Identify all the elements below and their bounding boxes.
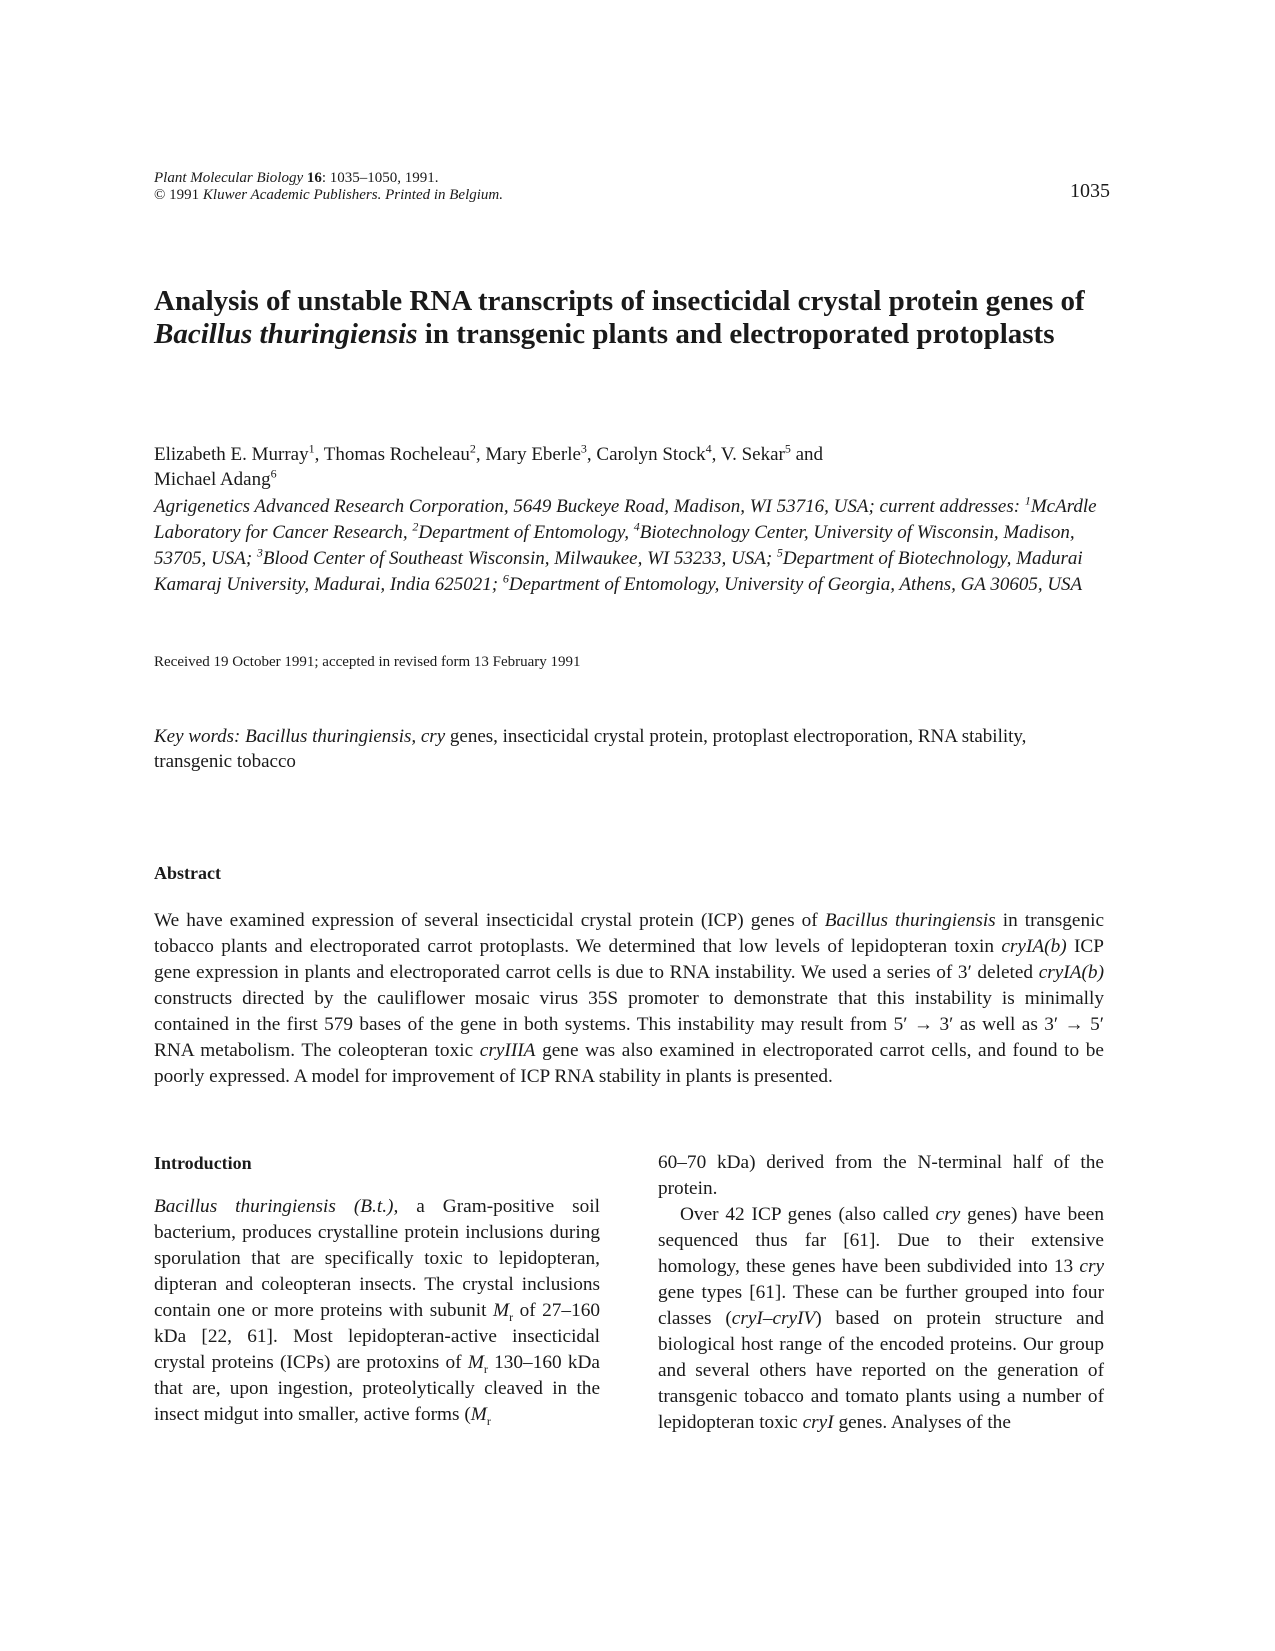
article-title: Analysis of unstable RNA transcripts of insecticidal crystal protein genes of Bacillus thuringiensis in transgenic plants and electroporated protoplasts — [154, 285, 1085, 350]
intro-paragraph-1: Bacillus thuringiensis (B.t.), a Gram-positive soil bacterium, produces crystalline protein inclusions during sporulation that are specifically toxic to lepidopteran, dipteran and coleopteran insects. The crystal inclusions contain one or more proteins with subunit $M_r$ of 27–160 kDa [22, 61]. Most lepidopteran-active insecticidal crystal proteins (ICPs) are protoxins of $M_r$ 130–160 kDa that are, upon ingestion, proteolytically cleaved in the insect midgut into smaller, active forms ($M_r$ — [154, 1196, 601, 1428]
abstract-text: We have examined expression of several insecticidal crystal protein (ICP) genes of Bacillus thuringiensis in transgenic tobacco plants and electroporated carrot protoplasts. We determined that low levels of lepidopteran toxin cryIA(b) ICP gene expression in plants and electroporated carrot cells is due to RNA instability. We used a series of 3′ deleted cryIA(b) constructs directed by the cauliflower mosaic virus 35S promoter to demonstrate that this instability is minimally contained in the first 579 bases of the gene in both systems. This instability may result from 5′ → 3′ as well as 3′ → 5′ RNA metabolism. The coleopteran toxic cryIIIA gene was also examined in electroporated carrot cells, and found to be poorly expressed. A model for improvement of ICP RNA stability in plants is presented. — [154, 910, 1105, 1087]
author: Carolyn Stock$^4$, — [596, 441, 721, 465]
author: Elizabeth E. Murray$^1$, — [154, 441, 324, 465]
abstract-heading: Abstract — [154, 863, 221, 883]
introduction-heading: Introduction — [154, 1153, 252, 1173]
left-column — [154, 1150, 600, 1428]
author: Michael Adang$^6$ — [154, 466, 277, 490]
intro-paragraph-1-continued: 60–70 kDa) derived from the N-terminal half of the protein. — [658, 1152, 1104, 1199]
copyright-line: © 1991 Kluwer Academic Publishers. Printed in Belgium. — [154, 187, 504, 203]
affiliations: Agrigenetics Advanced Research Corporation, 5649 Buckeye Road, Madison, WI 53716, USA; current addresses: $^1$McArdle Laboratory for Cancer Research, $^2$Department of Entomology, $^4$Biotechnology Center, University of Wisconsin, Madison, 53705, USA; $^3$Blood Center of Southeast Wisconsin, Milwaukee, WI 53233, USA; $^5$Department of Biotechnology, Madurai Kamaraj University, Madurai, India 625021; $^6$Department of Entomology, University of Georgia, Athens, GA 30605, USA — [154, 493, 1097, 595]
journal-header — [154, 170, 503, 204]
author: Mary Eberle$^3$, — [485, 441, 597, 465]
citation-line: Plant Molecular Biology 16: 1035–1050, 1991. — [154, 170, 439, 186]
received-dates: Received 19 October 1991; accepted in revised form 13 February 1991 — [154, 654, 581, 670]
page-number: 1035 — [1070, 180, 1110, 202]
author: V. Sekar$^5$ and — [720, 441, 824, 465]
intro-paragraph-2: Over 42 ICP genes (also called cry genes) have been sequenced thus far [61]. Due to their extensive homology, these genes have been subdivided into 13 cry gene types [61]. These can be further grouped into four classes (cryI–cryIV) based on protein structure and biological host range of the encoded proteins. Our group and several others have reported on the generation of transgenic tobacco and tomato plants using a number of lepidopteran toxic cryI genes. Analyses of the — [658, 1204, 1105, 1433]
keywords: Key words: Bacillus thuringiensis, cry genes, insecticidal crystal protein, protoplast electroporation, RNA stability, transgenic tobacco — [154, 726, 1027, 772]
author-list — [154, 442, 1104, 492]
right-column — [658, 1150, 1104, 1436]
author: Thomas Rocheleau$^2$, — [323, 441, 486, 465]
